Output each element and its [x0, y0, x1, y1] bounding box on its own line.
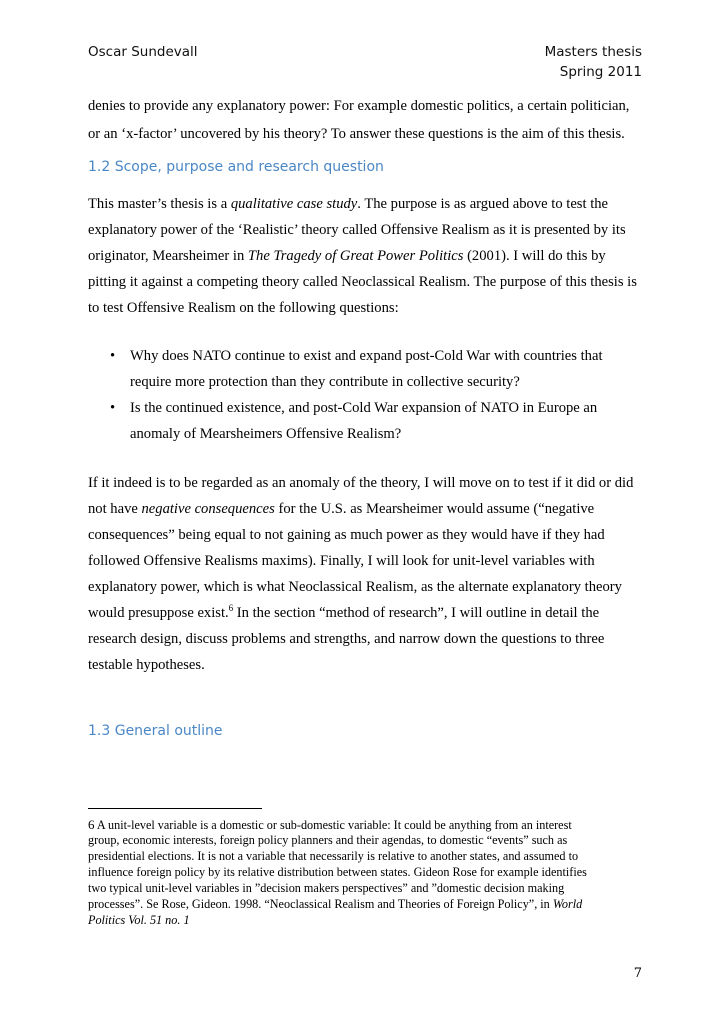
text-run: In the section “method of research”, I will outline in detail the: [233, 605, 600, 621]
text-run: would presuppose exist.: [88, 605, 229, 621]
body-line: [88, 604, 599, 622]
body-line: testable hypotheses.: [88, 657, 205, 673]
footnote-line: presidential elections. It is not a variable that necessarily is relative to another states, and assumed to: [88, 849, 579, 863]
text-run: originator, Mearsheimer in: [88, 248, 248, 264]
text-run: This master’s thesis is a: [88, 196, 231, 212]
body-line: explanatory power, which is what Neoclassical Realism, as the alternate explanatory theory: [88, 579, 622, 595]
body-line: [88, 195, 608, 213]
body-line: pitting it against a competing theory called Neoclassical Realism. The purpose of this thesis is: [88, 274, 637, 290]
text-run: for the U.S. as Mearsheimer would assume (“negative: [274, 501, 595, 517]
body-line: If it indeed is to be regarded as an anomaly of the theory, I will move on to test if it did or did: [88, 475, 634, 491]
bullet-text: anomaly of Mearsheimers Offensive Realism?: [130, 426, 402, 442]
page-number: 7: [633, 966, 642, 981]
bullet-icon: •: [110, 400, 116, 416]
footnote-line: [88, 897, 582, 912]
header-doc-type: Masters thesis: [544, 44, 642, 60]
bullet-text: Is the continued existence, and post-Cold War expansion of NATO in Europe an: [130, 400, 598, 416]
emphasis-text: The Tragedy of Great Power Politics: [247, 248, 464, 264]
footnote-separator: [88, 808, 262, 809]
footnote-number: 6: [88, 817, 95, 832]
bullet-text: Why does NATO continue to exist and expand post-Cold War with countries that: [130, 348, 603, 364]
section-heading-scope: 1.2 Scope, purpose and research question: [88, 159, 384, 175]
emphasis-text: qualitative case study: [230, 196, 358, 212]
emphasis-text: negative consequences: [141, 501, 275, 517]
text-run: (2001). I will do this by: [463, 248, 606, 264]
text-run: . The purpose is as argued above to test the: [357, 196, 609, 212]
header-term: Spring 2011: [559, 64, 642, 80]
body-line: [88, 247, 606, 265]
body-line: explanatory power of the ‘Realistic’ theory called Offensive Realism as it is presented by its: [88, 222, 626, 238]
header-author: Oscar Sundevall: [88, 44, 198, 60]
bullet-text: require more protection than they contribute in collective security?: [130, 374, 520, 390]
section-heading-outline: 1.3 General outline: [88, 723, 223, 739]
emphasis-text: World: [552, 897, 583, 911]
text-run: processes”. Se Rose, Gideon. 1998. “Neoclassical Realism and Theories of Foreign Policy”, in: [88, 897, 553, 911]
text-run: A unit-level variable is a domestic or sub-domestic variable: It could be anything from an interest: [94, 818, 572, 832]
body-line: or an ‘x-factor’ uncovered by his theory? To answer these questions is the aim of this thesis.: [88, 126, 625, 142]
body-line: [88, 500, 594, 518]
footnote-line: two typical unit-level variables in ”decision makers perspectives” and ”domestic decision making: [88, 881, 565, 895]
footnote-reference[interactable]: 6: [228, 603, 234, 614]
footnote-line: group, economic interests, foreign policy planners and their agendas, to domestic “events” such as: [88, 833, 568, 847]
bullet-icon: •: [110, 348, 116, 364]
footnote-line: influence foreign policy by its relative distribution between states. Gideon Rose for example identifies: [88, 865, 587, 879]
emphasis-text: Politics Vol. 51 no. 1: [88, 913, 190, 927]
body-line: denies to provide any explanatory power: For example domestic politics, a certain politician,: [88, 98, 630, 114]
body-line: consequences” being equal to not gaining as much power as they would have if they had: [88, 527, 605, 543]
body-line: research design, discuss problems and strengths, and narrow down the questions to three: [88, 631, 605, 647]
body-line: to test Offensive Realism on the following questions:: [88, 300, 399, 316]
footnote-line: [88, 913, 190, 928]
footnote-line: [88, 817, 572, 833]
text-run: not have: [88, 501, 142, 517]
body-line: followed Offensive Realisms maxims). Finally, I will look for unit-level variables with: [88, 553, 595, 569]
